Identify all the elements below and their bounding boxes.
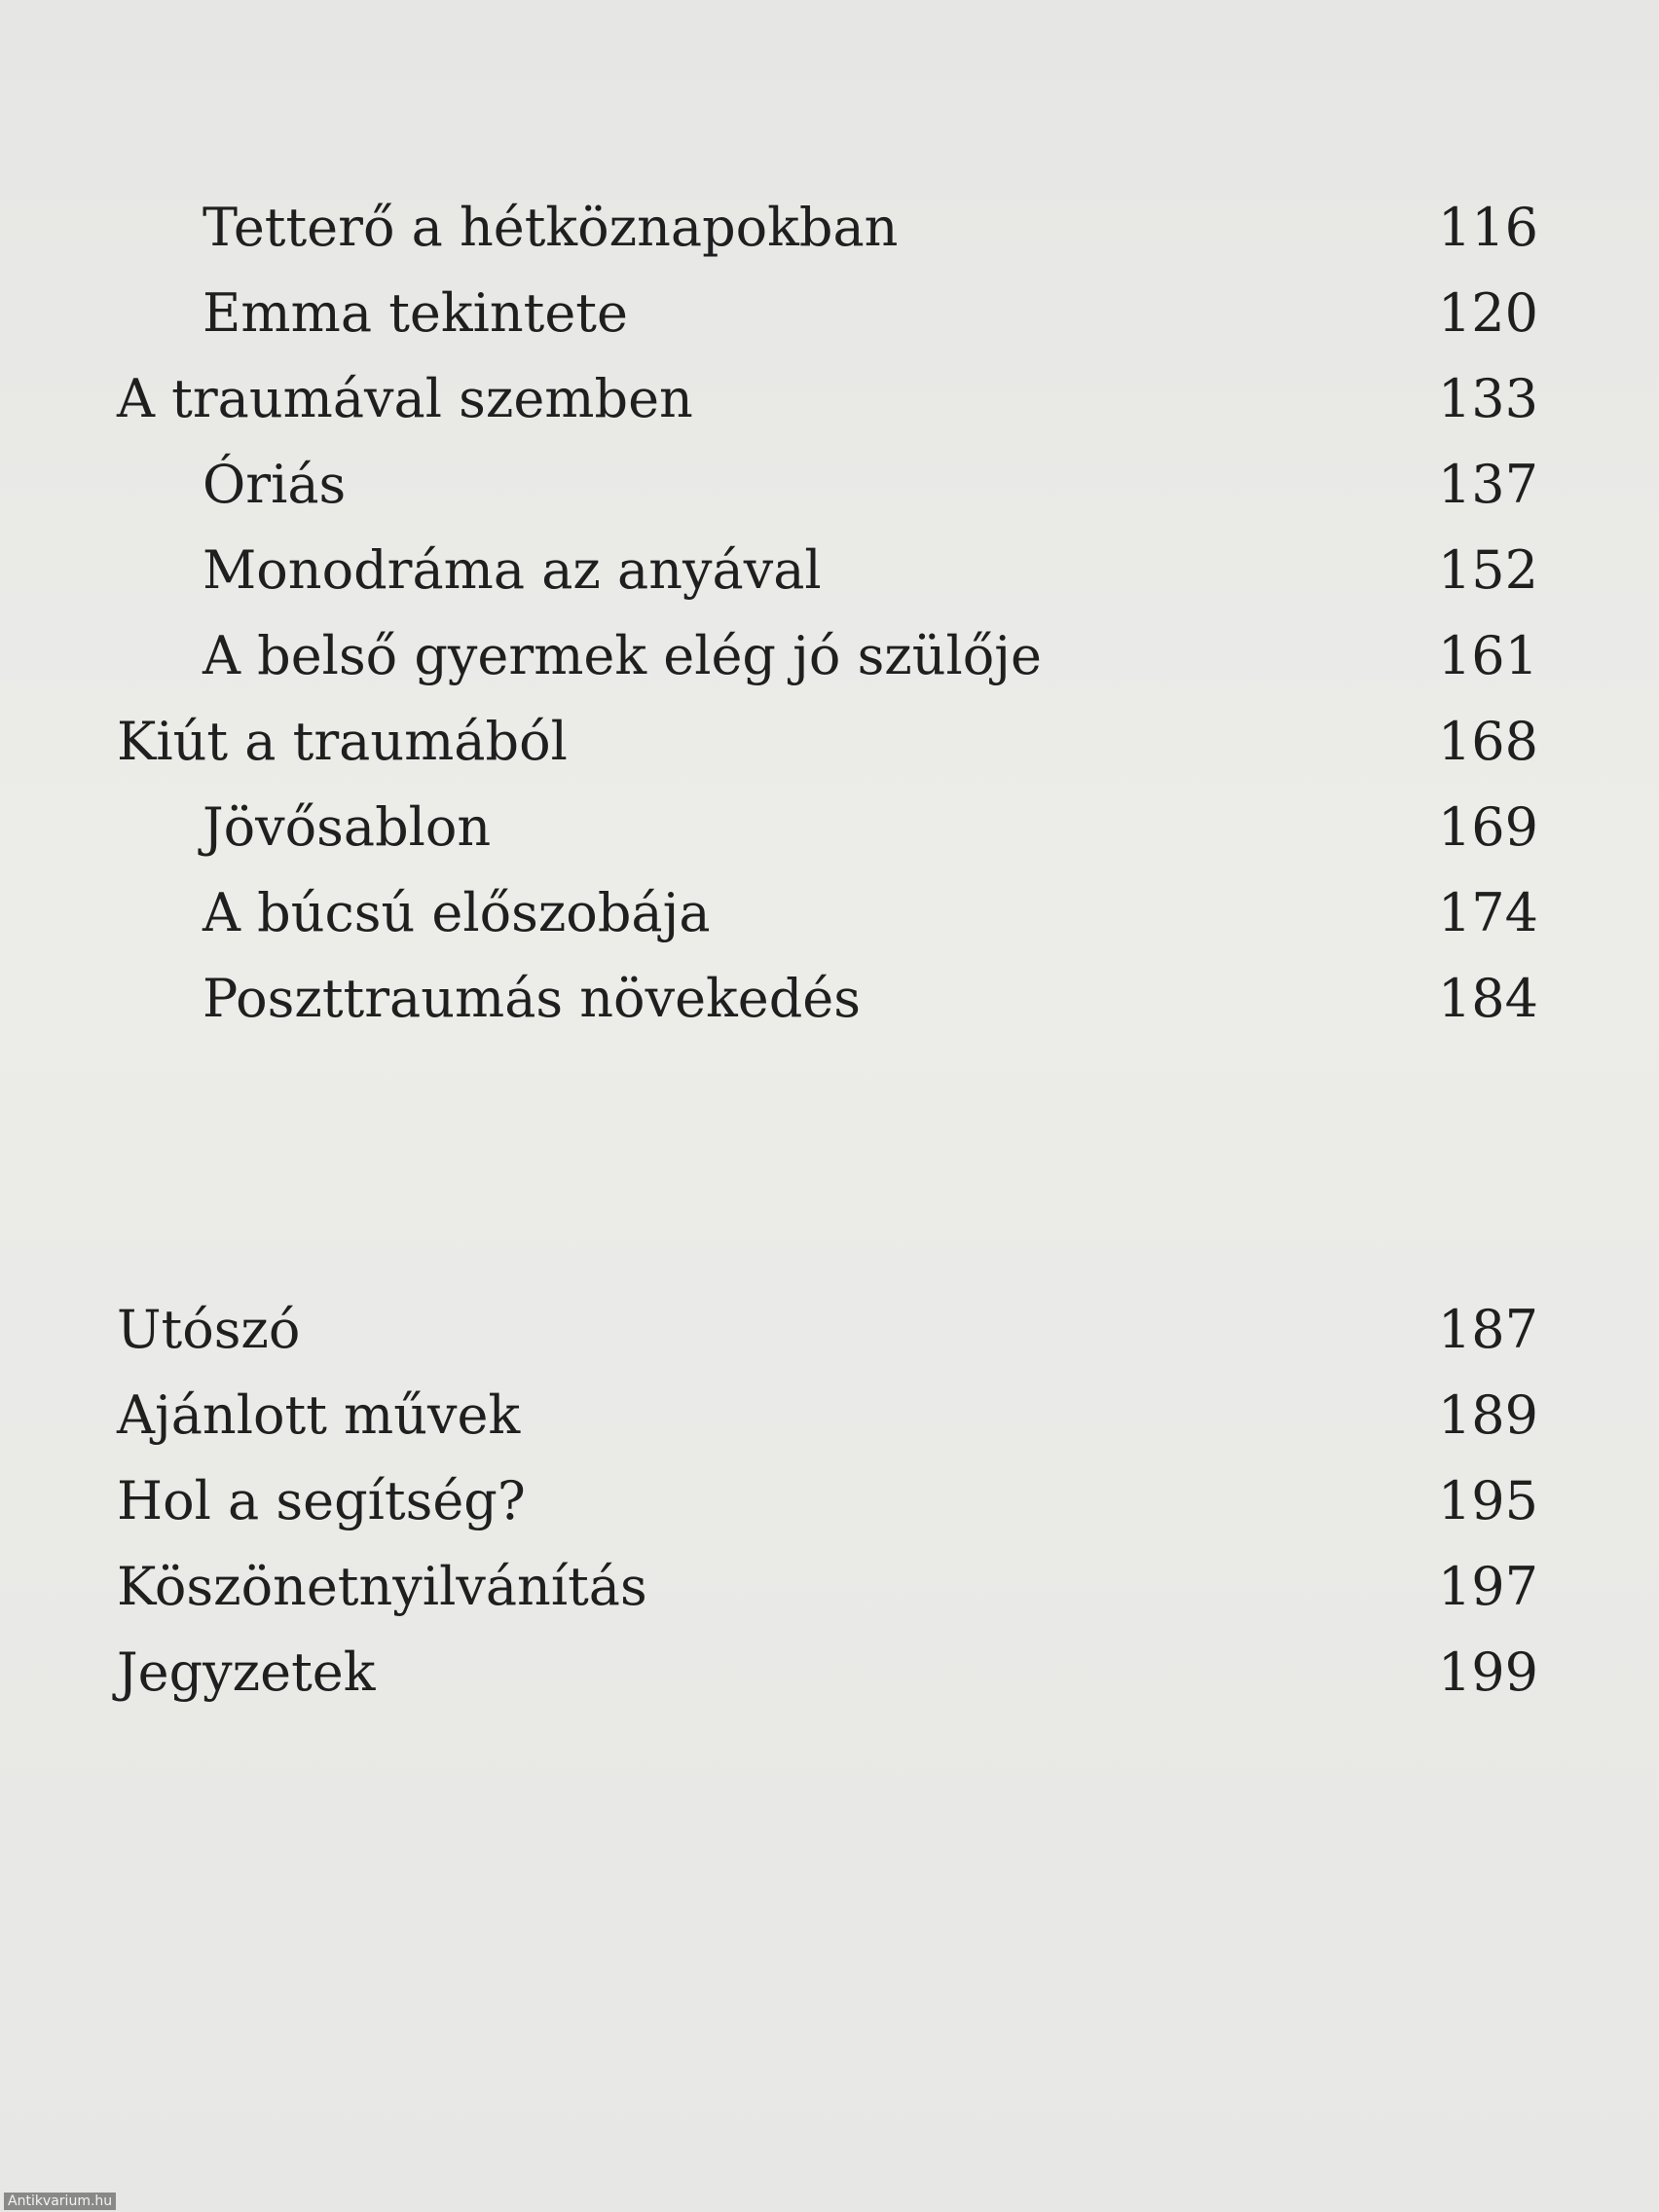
- toc-entry: [117, 1544, 1538, 1630]
- toc-entry: [117, 956, 1538, 1042]
- toc-entry-page: 161: [1437, 625, 1538, 686]
- watermark-label: Antikvarium.hu: [4, 2193, 116, 2210]
- toc-entry: [117, 528, 1538, 613]
- toc-entry-title: A traumával szemben: [117, 368, 693, 429]
- toc-entry-page: 187: [1437, 1299, 1538, 1360]
- section-gap: [117, 1042, 1538, 1287]
- toc-entry: [117, 185, 1538, 271]
- toc-entry-title: Monodráma az anyával: [203, 539, 822, 601]
- toc-entry-page: 137: [1437, 454, 1538, 515]
- toc-entry-title: Poszttraumás növekedés: [203, 968, 861, 1029]
- toc-entry-page: 120: [1437, 282, 1538, 344]
- toc-entry-title: Köszönetnyilvánítás: [117, 1556, 647, 1617]
- toc-entry-page: 152: [1437, 539, 1538, 601]
- toc-entry-title: Utószó: [117, 1299, 301, 1360]
- toc-entry-page: 189: [1437, 1384, 1538, 1446]
- toc-entry-title: A belső gyermek elég jó szülője: [203, 625, 1042, 686]
- toc-entry-title: Tetterő a hétköznapokban: [203, 197, 899, 258]
- toc-entry-title: Hol a segítség?: [117, 1470, 526, 1531]
- toc-entry: [117, 442, 1538, 528]
- toc-entry: [117, 1373, 1538, 1458]
- toc-entry-title: Ajánlott művek: [117, 1384, 521, 1446]
- toc-entry: [117, 870, 1538, 956]
- toc-entry-page: 184: [1437, 968, 1538, 1029]
- toc-entry: [117, 1287, 1538, 1373]
- toc-entry: [117, 699, 1538, 785]
- toc-entry: [117, 1458, 1538, 1544]
- toc-entry-title: Kiút a traumából: [117, 711, 568, 772]
- toc-entry-title: Emma tekintete: [203, 282, 628, 344]
- toc-entry-page: 116: [1437, 197, 1538, 258]
- toc-entry-page: 174: [1437, 882, 1538, 943]
- toc-entry: [117, 613, 1538, 699]
- toc-entry: [117, 1630, 1538, 1715]
- toc-entry-title: A búcsú előszobája: [203, 882, 711, 943]
- toc-entry-page: 169: [1437, 796, 1538, 858]
- table-of-contents: [117, 185, 1538, 1715]
- toc-entry: [117, 356, 1538, 442]
- toc-entry-page: 168: [1437, 711, 1538, 772]
- toc-entry-title: Jövősablon: [203, 796, 492, 858]
- toc-entry-title: Óriás: [203, 454, 347, 515]
- toc-entry: [117, 785, 1538, 870]
- toc-entry-page: 197: [1437, 1556, 1538, 1617]
- toc-entry-page: 133: [1437, 368, 1538, 429]
- toc-entry-title: Jegyzetek: [117, 1641, 376, 1703]
- toc-entry-page: 195: [1437, 1470, 1538, 1531]
- toc-entry-page: 199: [1437, 1641, 1538, 1703]
- toc-entry: [117, 271, 1538, 356]
